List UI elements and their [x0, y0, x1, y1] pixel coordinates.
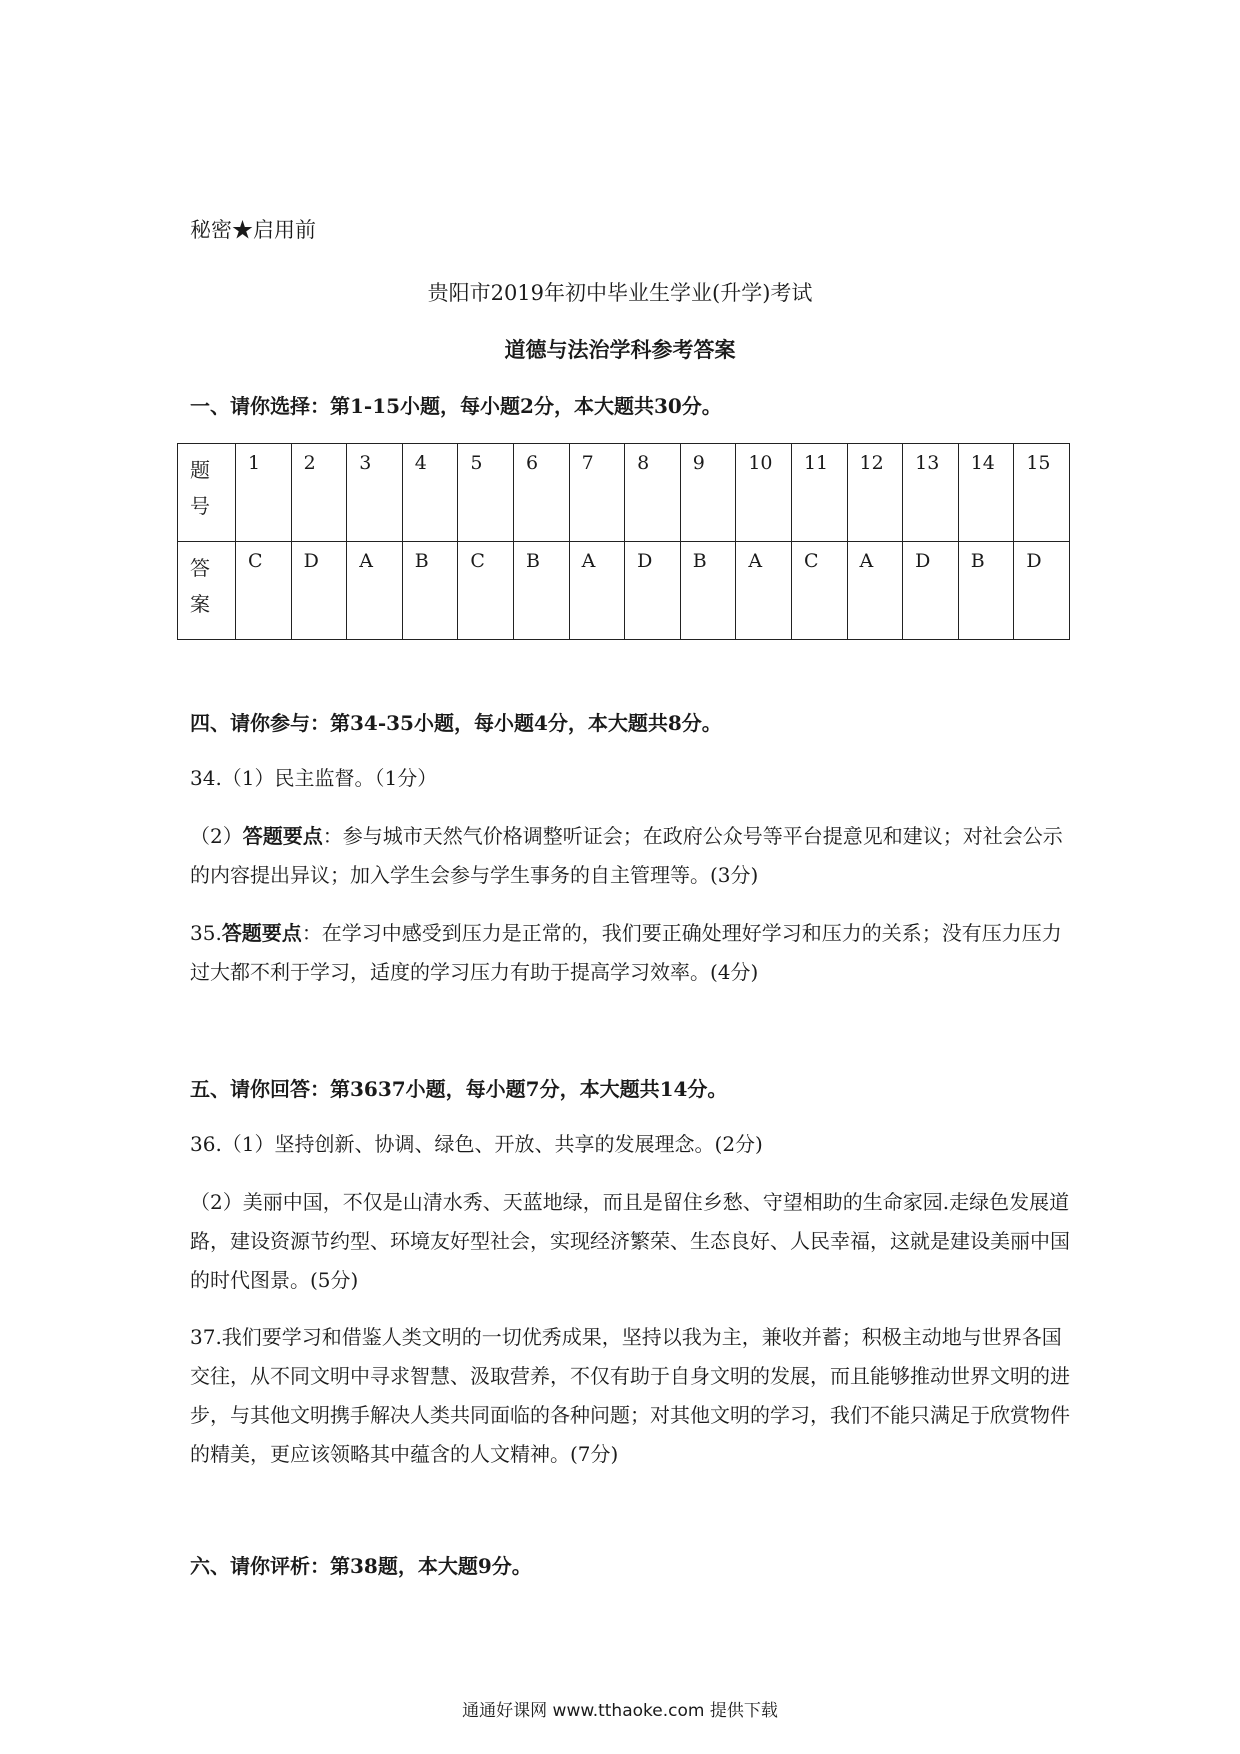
key-points-label: 答题要点 — [221, 921, 302, 945]
answer-cell: C — [458, 542, 514, 640]
answer-36-1: 36.（1）坚持创新、协调、绿色、开放、共享的发展理念。(2分) — [190, 1132, 763, 1156]
answer-34-2: （2）答题要点：参与城市天然气价格调整听证会；在政府公众号等平台提意见和建议；对社会公示的内容提出异议；加入学生会参与学生事务的自主管理等。(3分) — [190, 824, 1063, 887]
answer-37: 37.我们要学习和借鉴人类文明的一切优秀成果，坚持以我为主，兼收并蓄；积极主动地与世界各国交往，从不同文明中寻求智慧、汲取营养，不仅有助于自身文明的发展，而且能够推动世界文明的进步，与其他文明携手解决人类共同面临的各种问题；对其他文明的学习，我们不能只满足于欣赏物件的精美，更应该领略其中蕴含的人文精神。(7分) — [190, 1325, 1070, 1466]
section6-heading: 六、请你评析：第38题，本大题9分。 — [190, 1554, 532, 1578]
answer-table-number-row — [178, 444, 1070, 542]
confidential-label: 秘密★启用前 — [190, 218, 316, 242]
answer-key-subtitle: 道德与法治学科参考答案 — [504, 337, 736, 362]
row-label-answer: 答案 — [178, 542, 236, 640]
answer-cell: B — [402, 542, 458, 640]
exam-title: 贵阳市2019年初中毕业生学业(升学)考试 — [427, 281, 813, 305]
question-number: 3 — [347, 444, 403, 542]
answer-cell: A — [347, 542, 403, 640]
key-points-label: 答题要点 — [242, 824, 323, 848]
answer-cell: C — [236, 542, 292, 640]
section5-heading: 五、请你回答：第3637小题，每小题7分，本大题共14分。 — [190, 1077, 728, 1101]
footer-source: 通通好课网 www.tthaoke.com 提供下载 — [462, 1701, 778, 1721]
question-number: 5 — [458, 444, 514, 542]
question-number: 8 — [625, 444, 681, 542]
answer-34-1: 34.（1）民主监督。（1分） — [190, 766, 438, 790]
question-number: 4 — [402, 444, 458, 542]
question-number: 15 — [1014, 444, 1070, 542]
answer-cell: D — [1014, 542, 1070, 640]
answer-cell: A — [569, 542, 625, 640]
answer-cell: B — [513, 542, 569, 640]
answer-35: 35.答题要点：在学习中感受到压力是正常的，我们要正确处理好学习和压力的关系；没有压力压力过大都不利于学习，适度的学习压力有助于提高学习效率。(4分) — [190, 921, 1062, 984]
answer-cell: A — [736, 542, 792, 640]
question-number: 11 — [791, 444, 847, 542]
answer-cell: B — [680, 542, 736, 640]
answer-table — [177, 443, 1070, 640]
row-label-number: 题号 — [178, 444, 236, 542]
answer-36-2: （2）美丽中国，不仅是山清水秀、天蓝地绿，而且是留住乡愁、守望相助的生命家园.走绿色发展道路，建设资源节约型、环境友好型社会，实现经济繁荣、生态良好、人民幸福，这就是建设美丽中国的时代图景。(5分) — [190, 1190, 1070, 1292]
answer-cell: D — [903, 542, 959, 640]
section1-heading: 一、请你选择：第1-15小题，每小题2分，本大题共30分。 — [190, 394, 722, 418]
question-number: 1 — [236, 444, 292, 542]
answer-cell: D — [625, 542, 681, 640]
question-number: 10 — [736, 444, 792, 542]
section4-heading: 四、请你参与：第34-35小题，每小题4分，本大题共8分。 — [190, 711, 722, 735]
question-number: 2 — [291, 444, 347, 542]
question-number: 6 — [513, 444, 569, 542]
answer-cell: D — [291, 542, 347, 640]
question-number: 9 — [680, 444, 736, 542]
question-number: 12 — [847, 444, 903, 542]
answer-cell: A — [847, 542, 903, 640]
answer-table-answer-row — [178, 542, 1070, 640]
question-number: 14 — [958, 444, 1014, 542]
answer-cell: B — [958, 542, 1014, 640]
question-number: 13 — [903, 444, 959, 542]
answer-cell: C — [791, 542, 847, 640]
question-number: 7 — [569, 444, 625, 542]
